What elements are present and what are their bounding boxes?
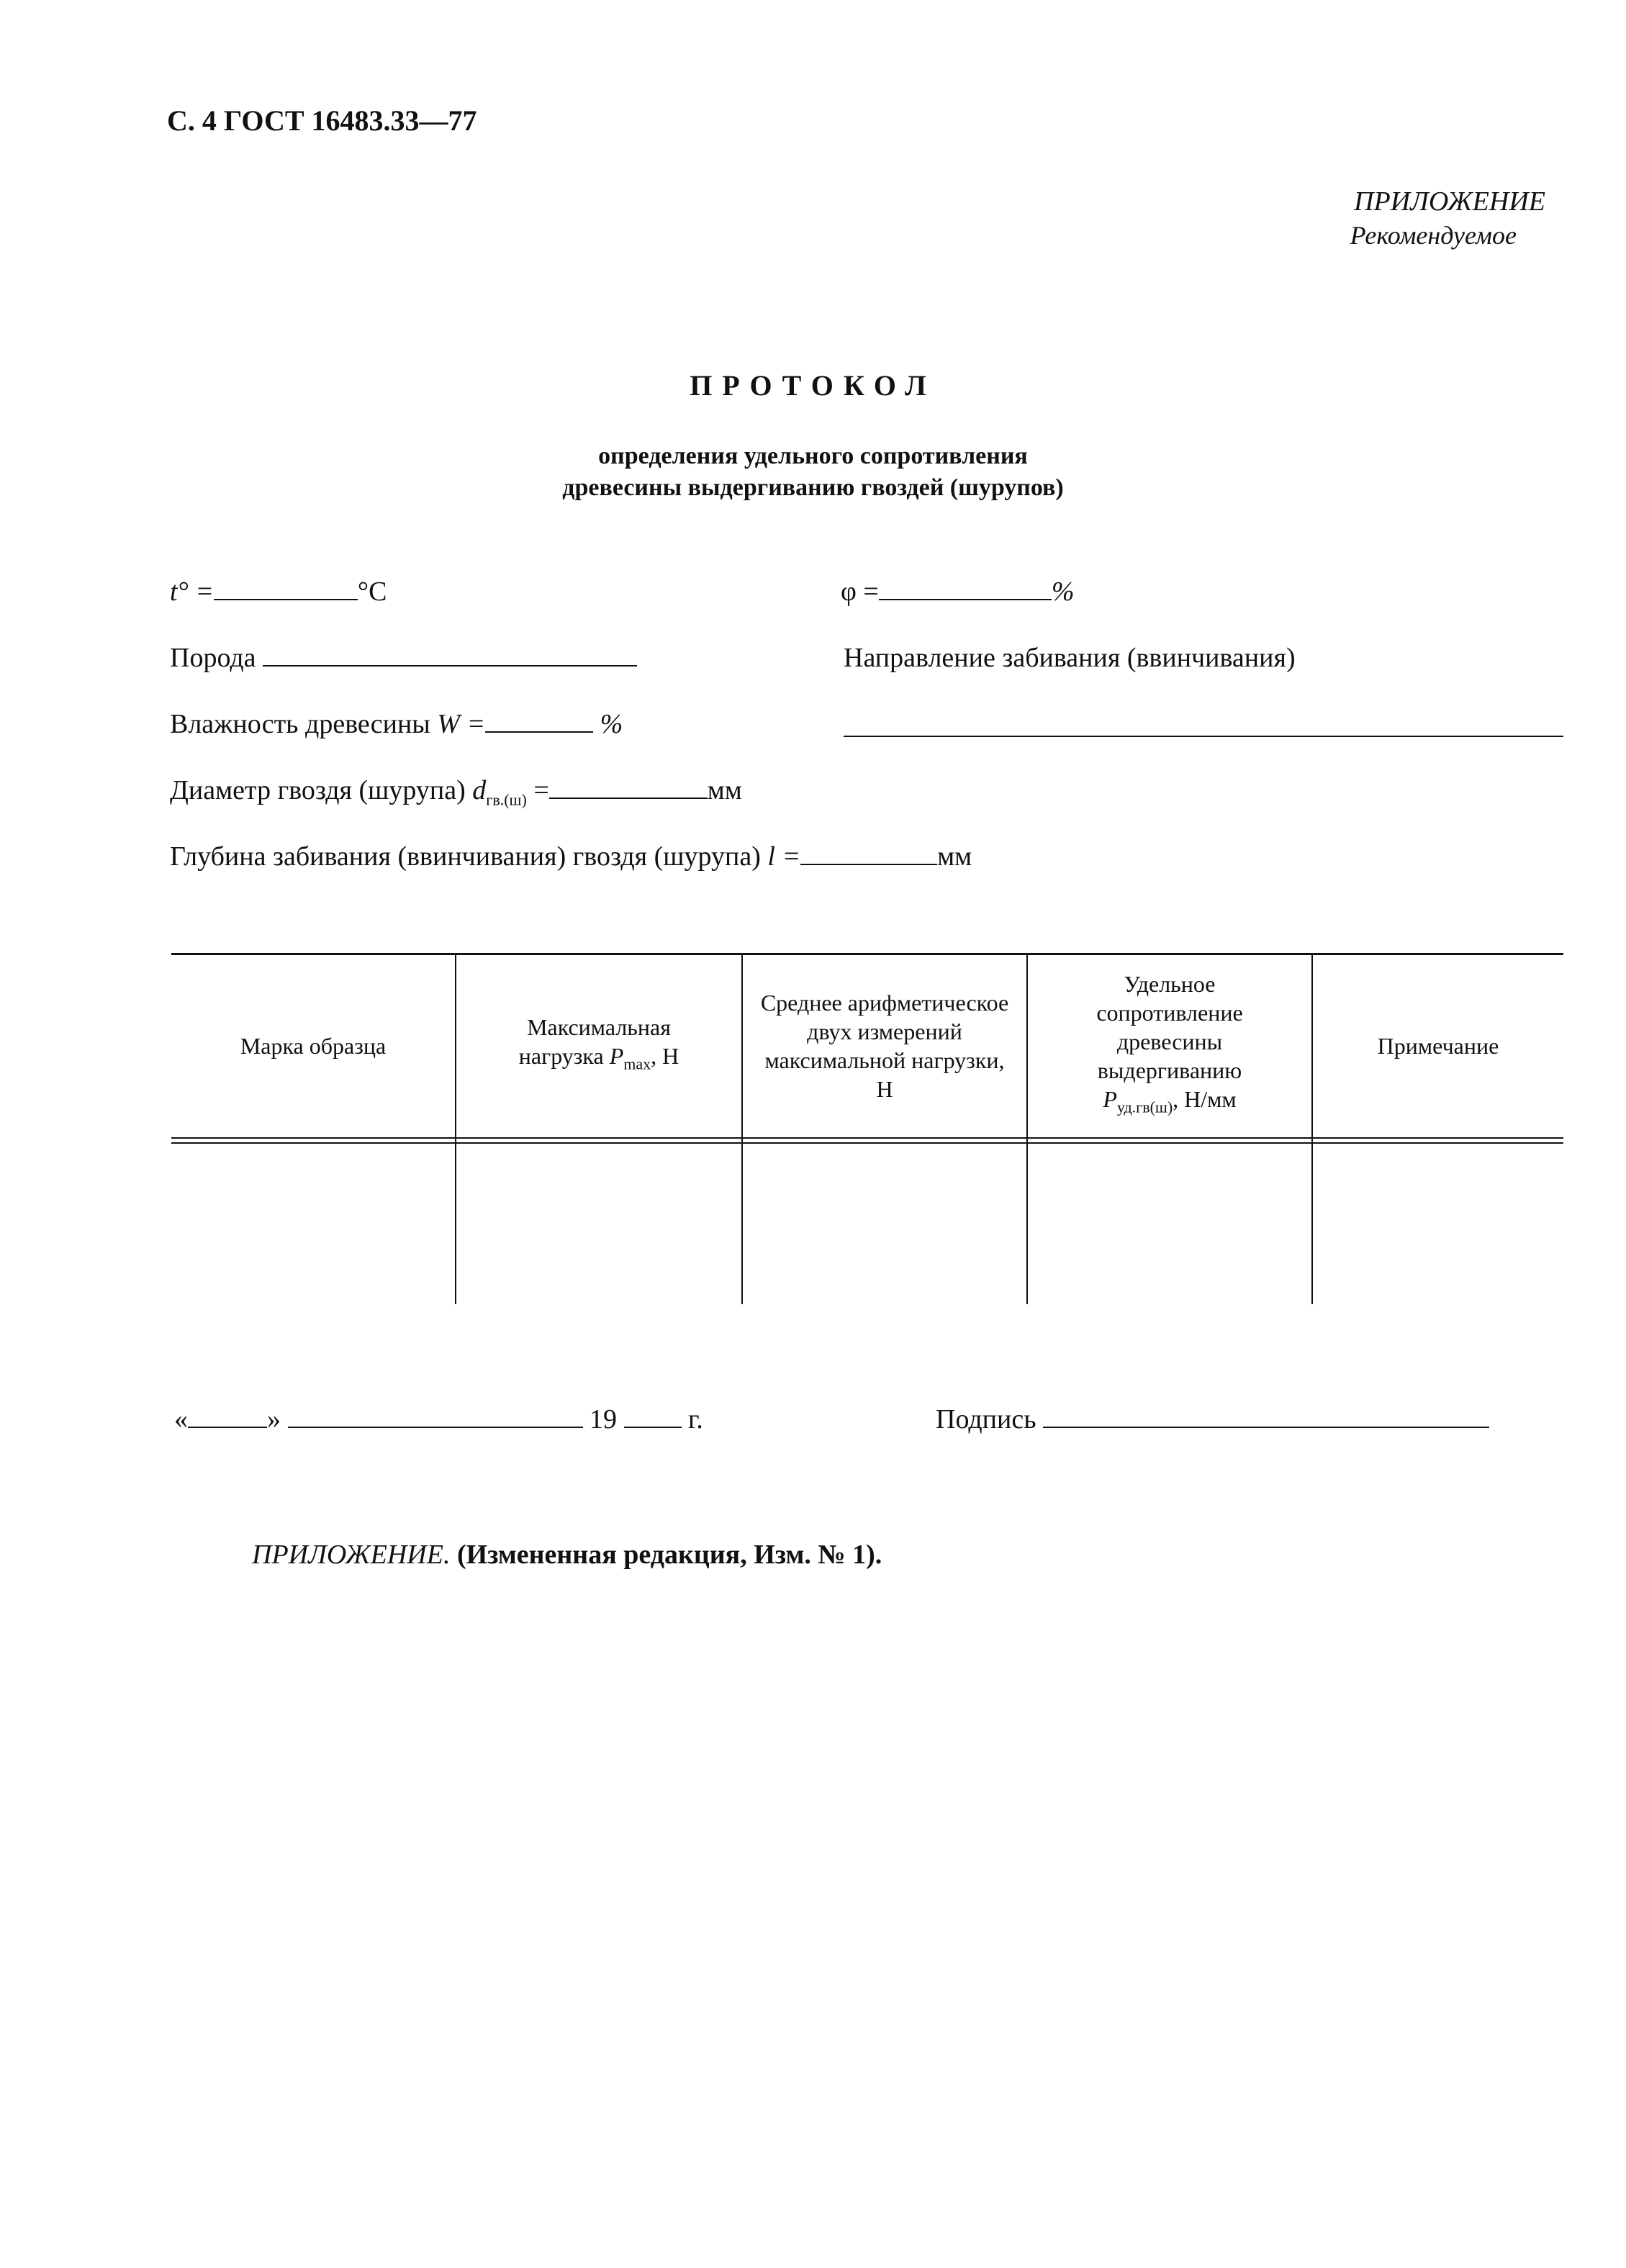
table-header-specific-resistance <box>1028 954 1311 1137</box>
depth-symbol: l = <box>767 841 801 872</box>
date-close-quote: » <box>267 1404 281 1435</box>
moisture-label: Влажность древесины <box>170 709 430 739</box>
temperature-unit: °C <box>357 577 387 607</box>
subtitle-line-2: древесины выдергиванию гвоздей (шурупов) <box>562 474 1064 501</box>
table-header-max-load <box>456 954 741 1137</box>
humidity-field <box>841 576 1075 607</box>
signature-label: Подпись <box>936 1404 1036 1435</box>
table-header-max-load-subscript: max <box>623 1054 651 1073</box>
direction-field-label: Направление забивания (ввинчивания) <box>844 643 1296 673</box>
document-title: ПРОТОКОЛ <box>690 369 936 402</box>
table-header-sample <box>171 954 455 1137</box>
appendix-label: ПРИЛОЖЕНИЕ <box>1354 186 1545 217</box>
species-label: Порода <box>170 643 256 673</box>
diameter-subscript: гв.(ш) <box>486 790 527 809</box>
diameter-eq: = <box>533 775 549 805</box>
depth-label: Глубина забивания (ввинчивания) гвоздя (шурупа) <box>170 841 761 872</box>
signature-field <box>936 1404 1489 1435</box>
page-header: С. 4 ГОСТ 16483.33—77 <box>167 104 477 137</box>
temperature-input-line[interactable] <box>214 576 358 600</box>
subtitle-line-1: определения удельного сопротивления <box>598 443 1028 469</box>
depth-input-line[interactable] <box>800 841 937 865</box>
table-header-note <box>1313 954 1563 1137</box>
table-header-specific-resistance-unit: , Н/мм <box>1173 1086 1237 1113</box>
moisture-input-line[interactable] <box>485 708 593 733</box>
humidity-label: φ = <box>841 577 879 607</box>
table-header-note-text: Примечание <box>1377 1033 1499 1059</box>
diameter-input-line[interactable] <box>549 774 708 799</box>
temperature-label: t° = <box>170 577 214 607</box>
revision-note-label: ПРИЛОЖЕНИЕ. <box>252 1540 451 1570</box>
date-line <box>174 1404 703 1435</box>
moisture-symbol: W = <box>437 709 486 739</box>
table-header-border-2 <box>171 1142 1563 1144</box>
month-input-line[interactable] <box>288 1404 583 1428</box>
moisture-field <box>170 708 623 740</box>
depth-field <box>170 841 972 872</box>
diameter-unit: мм <box>707 775 742 805</box>
table-header-max-load-text: Максимальная нагрузка <box>518 1014 671 1070</box>
temperature-field <box>170 576 387 607</box>
diameter-label: Диаметр гвоздя (шурупа) <box>170 775 466 805</box>
year-input-line[interactable] <box>624 1404 682 1428</box>
species-input-line[interactable] <box>263 642 637 667</box>
table-header-specific-resistance-symbol: P <box>1103 1086 1117 1113</box>
moisture-unit: % <box>600 709 623 739</box>
revision-note-text: (Измененная редакция, Изм. № 1). <box>456 1540 882 1570</box>
direction-input-line[interactable] <box>844 736 1563 737</box>
diameter-field <box>170 774 742 810</box>
date-open-quote: « <box>174 1404 188 1435</box>
humidity-unit: % <box>1051 577 1075 607</box>
table-header-specific-resistance-subscript: уд.гв(ш) <box>1116 1098 1173 1116</box>
humidity-input-line[interactable] <box>879 576 1052 600</box>
table-header-border-1 <box>171 1137 1563 1139</box>
revision-note <box>252 1539 882 1571</box>
table-header-max-load-unit: , Н <box>651 1043 679 1070</box>
depth-unit: мм <box>937 841 972 872</box>
table-header-max-load-symbol: P <box>609 1043 624 1070</box>
signature-input-line[interactable] <box>1043 1404 1489 1428</box>
document-subtitle <box>0 441 1626 504</box>
diameter-symbol: d <box>472 775 487 805</box>
year-prefix: 19 <box>590 1404 617 1435</box>
appendix-status: Рекомендуемое <box>1350 221 1517 250</box>
table-header-mean-load <box>743 954 1026 1137</box>
table-header-mean-load-text: Среднее арифметическое двух измерений максимальной нагрузки, Н <box>760 990 1009 1102</box>
species-field <box>170 642 637 674</box>
table-header-sample-text: Марка образца <box>240 1033 387 1059</box>
day-input-line[interactable] <box>188 1404 267 1428</box>
year-suffix: г. <box>688 1404 703 1435</box>
table-header-specific-resistance-text: Удельное сопротивление древесины выдергиванию <box>1096 971 1243 1084</box>
